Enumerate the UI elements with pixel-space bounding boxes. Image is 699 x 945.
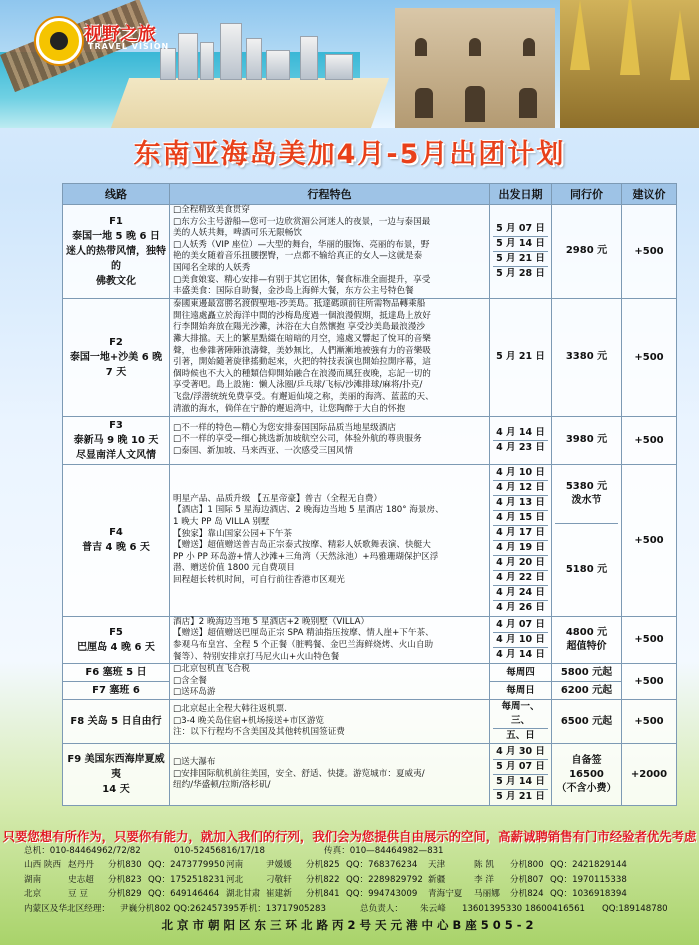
features-cell xyxy=(170,744,490,806)
itinerary-table xyxy=(62,183,677,806)
date-line: 4 月 19 日 xyxy=(493,541,548,556)
date-line: 4 月 14 日 xyxy=(493,426,548,441)
feature-line: □美食娘宴、精心安排—有别于其它团体，餐食标准全面提升，享受 xyxy=(173,274,431,285)
date-line: 4 月 15 日 xyxy=(493,511,548,526)
feature-line: 享受著吧。島上設施：懒人泳圈/乒乓球/飞标/沙滩排球/麻将/扑克/ xyxy=(173,380,423,391)
contact-field: 分机824 xyxy=(510,889,544,900)
price-line: 6200 元起 xyxy=(560,684,613,696)
feature-line: 【赠送】超值赠送普吉岛正宗泰式按摩、精彩人妖歌舞表演、快艇大 xyxy=(173,540,431,551)
route-line: F1 xyxy=(109,215,123,227)
price-line: 2980 元 xyxy=(565,245,608,257)
contact-field: 赵丹丹 xyxy=(68,860,94,871)
price-line: 5180 元 xyxy=(565,563,608,575)
feature-line: 聲，也參雜著陣陣浪濤聲，美妙無比，人們漸漸地被強有力的音樂吸 xyxy=(173,345,431,356)
trade-price-cell xyxy=(552,416,622,464)
date-line: 5 月 28 日 xyxy=(496,267,545,279)
features-cell xyxy=(170,700,490,744)
trade-price-cell xyxy=(552,744,622,806)
col-header-features: 行程特色 xyxy=(170,184,490,205)
date-line: 5 月 21 日 xyxy=(496,791,545,803)
header-banner xyxy=(0,0,699,128)
contact-field: 李 洋 xyxy=(474,874,494,885)
page-title: 东南亚海岛美加4月-5月出团计划 xyxy=(133,139,566,170)
date-cell xyxy=(490,298,552,416)
contact-field: QQ：1036918394 xyxy=(550,889,627,900)
feature-line: 注：以下行程均不含美国及其他转机国签证费 xyxy=(173,727,345,738)
col-header-suggested-price: 建议价 xyxy=(622,184,677,205)
route-line: F8 关岛 5 日自由行 xyxy=(70,716,162,728)
contact-field: 史志超 xyxy=(68,874,94,885)
table-row xyxy=(63,744,677,806)
feature-line: □送环岛游 xyxy=(173,687,216,698)
contact-row xyxy=(24,873,692,887)
route-line: F9 美国东西海岸夏威夷 xyxy=(67,754,165,781)
contact-field: QQ：2421829144 xyxy=(550,860,627,871)
route-line: 泰国一地 5 晚 6 日 xyxy=(72,230,160,242)
date-line: 4 月 26 日 xyxy=(496,601,545,613)
feature-line: 【酒店】1 国际 5 星海边酒店、2 晚海边当地 5 星酒店 180° 海景房、 xyxy=(173,505,444,516)
date-line: 4 月 07 日 xyxy=(493,618,548,633)
feature-line: □送大瀑布 xyxy=(173,757,216,768)
feature-line: □3-4 晚关岛住宿+机场接送+市区游览 xyxy=(173,715,325,726)
contact-field: QQ:189148780 xyxy=(602,903,668,914)
contact-field: 河南 xyxy=(226,860,244,871)
contact-field: 分机807 xyxy=(510,874,544,885)
trade-price-cell xyxy=(552,616,622,663)
trade-price-cell xyxy=(552,205,622,299)
route-line: 泰新马 9 晚 10 天 xyxy=(73,434,159,446)
table-row xyxy=(63,298,677,416)
contact-field: 刁敬轩 xyxy=(266,874,292,885)
trade-price-cell xyxy=(552,664,622,682)
features-cell xyxy=(170,205,490,299)
feature-line: 参观乌布皇宫、全程 5 个正餐（脏鸭餐、金巴兰海鲜烧烤、火山自助 xyxy=(173,639,434,650)
feature-line: 1 晚大 PP 岛 VILLA 别墅 xyxy=(173,517,270,528)
date-line: 4 月 13 日 xyxy=(493,496,548,511)
contact-field: 北京 xyxy=(24,889,42,900)
date-line: 5 月 14 日 xyxy=(493,775,548,790)
suggested-price-cell: +500 xyxy=(622,700,677,744)
features-cell xyxy=(170,616,490,663)
contact-row xyxy=(24,887,692,901)
price-line: 6500 元起 xyxy=(560,715,613,727)
feature-line: □泰国、新加坡、马来西亚、一次感受三国风情 xyxy=(173,446,353,457)
contact-field: 分机825 xyxy=(306,860,340,871)
church-facade xyxy=(395,8,555,128)
price-block xyxy=(555,524,618,616)
date-line: 每周一、三、 xyxy=(493,700,548,729)
contact-field: 010-52456816/17/18 xyxy=(174,846,265,856)
features-cell xyxy=(170,416,490,464)
brand-logo-text: 视野之旅 xyxy=(84,24,156,45)
feature-line: □安排国际航机前往美国，安全、舒适、快捷。游览城市：夏威夷/ xyxy=(173,768,425,779)
route-cell xyxy=(63,416,170,464)
contact-row xyxy=(24,858,692,872)
col-header-date: 出发日期 xyxy=(490,184,552,205)
date-line: 4 月 20 日 xyxy=(493,556,548,571)
feature-line: 美的人妖共舞，啤酒可乐无限畅饮 xyxy=(173,228,302,239)
contact-list xyxy=(24,844,692,916)
contact-field: 青海宁夏 xyxy=(428,889,463,900)
contact-field: 天津 xyxy=(428,860,446,871)
date-line: 4 月 30 日 xyxy=(493,745,548,760)
feature-line: 丰盛美食：国际自助餐，金沙岛上海鲜大餐，东方公主号特色餐 xyxy=(173,286,414,297)
feature-line: 引著，開始隨著旋律搖動起來，火把的特技表演也開始拉開序幕，這 xyxy=(173,357,431,368)
date-line: 4 月 17 日 xyxy=(493,526,548,541)
contact-field: 豆 豆 xyxy=(68,889,88,900)
contact-field: 内蒙区及华北区经理： xyxy=(24,903,110,914)
route-cell xyxy=(63,744,170,806)
route-line: F5 xyxy=(109,626,123,638)
feature-line: 【独家】靠山国家公园+下午茶 xyxy=(173,528,292,539)
beach-scene xyxy=(111,78,389,128)
route-line: F6 塞班 5 日 xyxy=(85,667,147,679)
feature-line: 灘大排擋。天上的繁星點綴在暗暗的月空，遠處又響起了悅耳的音樂 xyxy=(173,334,431,345)
contact-field: 湖北甘肃 xyxy=(226,889,261,900)
date-cell xyxy=(490,416,552,464)
contact-field: 分机830 xyxy=(108,860,142,871)
route-line: 迷人的热带风情，独特的 xyxy=(66,245,166,272)
price-line: 5800 元起 xyxy=(560,666,613,678)
contact-field: 马丽娜 xyxy=(474,889,500,900)
col-header-trade-price: 同行价 xyxy=(552,184,622,205)
contact-field: QQ：994743009 xyxy=(346,889,418,900)
route-cell xyxy=(63,664,170,682)
table-row xyxy=(63,664,677,682)
date-cell xyxy=(490,464,552,616)
route-line: 14 天 xyxy=(102,784,130,796)
feature-line: 艳的美女随着音乐扭腰摆臀，一点都不输给真正的女人—这就是泰 xyxy=(173,251,423,262)
contact-field: QQ：649146464 xyxy=(148,889,220,900)
price-line: 3380 元 xyxy=(565,351,608,363)
date-line: 每周日 xyxy=(506,684,535,696)
date-line: 5 月 21 日 xyxy=(496,351,545,363)
suggested-price-cell: +500 xyxy=(622,464,677,616)
contact-field: 13601395330 18600416561 xyxy=(462,903,586,914)
feature-line: 潜、赠送价值 1800 元自费项目 xyxy=(173,563,295,574)
date-line: 5 月 21 日 xyxy=(493,252,548,267)
contact-field: 传真：010—84464982—831 xyxy=(324,846,444,856)
date-line: 4 月 10 日 xyxy=(493,466,548,481)
route-cell xyxy=(63,700,170,744)
contact-field: 分机800 xyxy=(510,860,544,871)
brand-logo-subtitle: TRAVEL VISION xyxy=(88,42,170,51)
feature-line: 【赠送】超值赠送巴厘岛正宗 SPA 精油指压按摩、情人崖+下午茶、 xyxy=(173,628,434,639)
feature-line: 纽约/华盛顿/拉斯/洛杉矶/ xyxy=(173,780,271,791)
feature-line: 行李開始奔放在陽光沙灘，沐浴在大自然懷抱 享受沙美島最浪漫沙 xyxy=(173,322,425,333)
contact-field: 崔建新 xyxy=(266,889,292,900)
date-line: 5 月 14 日 xyxy=(493,237,548,252)
date-cell xyxy=(490,664,552,682)
date-line: 4 月 10 日 xyxy=(493,633,548,648)
date-cell xyxy=(490,700,552,744)
contact-field: 手机：13717905283 xyxy=(240,903,326,914)
trade-price-cell xyxy=(552,700,622,744)
suggested-price-cell: +500 xyxy=(622,616,677,663)
route-cell xyxy=(63,205,170,299)
contact-field: 陈 凯 xyxy=(474,860,494,871)
feature-line: 泰國東邊最富勝名渡假聖地-沙美島。抵達碼頭前往所需物品轉乘船 xyxy=(173,299,426,310)
contact-field: 新疆 xyxy=(428,874,446,885)
recruitment-slogan: 只要您想有所作为，只要你有能力，就加入我们的行列，我们会为您提供自由展示的空间，高薪诚聘销售有门市经验者优先考虑 xyxy=(2,829,697,844)
date-line: 5 月 07 日 xyxy=(493,760,548,775)
route-cell xyxy=(63,464,170,616)
contact-field: 总机：010-84464962/72/82 xyxy=(24,846,141,856)
contact-field: 分机823 xyxy=(108,874,142,885)
price-line: 超值特价 xyxy=(566,640,607,652)
suggested-price-cell: +500 xyxy=(622,416,677,464)
date-line: 五、日 xyxy=(506,730,535,742)
route-line: 普吉 4 晚 6 天 xyxy=(82,542,150,554)
price-block xyxy=(555,465,618,524)
date-cell xyxy=(490,744,552,806)
feature-line: □北京起止全程大韩往返机票. xyxy=(173,704,287,715)
contact-field: QQ：1752518231 xyxy=(148,874,225,885)
contact-field: 湖南 xyxy=(24,874,42,885)
feature-line: 回程超长转机时间，可自行前往香港市区观光 xyxy=(173,575,345,586)
feature-line: □全程精致美食贯穿 xyxy=(173,205,250,215)
date-line: 每周四 xyxy=(506,666,535,678)
feature-line: 清澈的海水，倘佯在宁静的邂逅湾中，让您陶醉于大自的怀抱 xyxy=(173,403,406,414)
price-line: （不含小费） xyxy=(556,782,617,794)
date-line: 4 月 22 日 xyxy=(493,571,548,586)
feature-line: 個時候也不大入的種類信仰開始融合在浪漫而風狂夜晚，忘記一切的 xyxy=(173,368,431,379)
date-line: 4 月 14 日 xyxy=(496,648,545,660)
route-line: F7 塞班 6 xyxy=(92,685,140,697)
table-row xyxy=(63,616,677,663)
route-cell xyxy=(63,616,170,663)
route-line: F3 xyxy=(109,419,123,431)
route-line: F2 xyxy=(109,336,123,348)
thai-temple xyxy=(560,0,699,128)
contact-field: 河北 xyxy=(226,874,244,885)
feature-line: 開往遠處矗立於海洋中間的沙梅島度過一個浪漫假期，抵達島上放好 xyxy=(173,310,431,321)
route-line: 尽显南洋人文风情 xyxy=(76,449,156,461)
contact-field: 分机822 xyxy=(306,874,340,885)
price-line: 泼水节 xyxy=(571,494,602,506)
feature-line: □人妖秀（VIP 座位）—大型的舞台，华丽的服饰、亮丽的布景，野 xyxy=(173,239,430,250)
route-line: 巴厘岛 4 晚 6 天 xyxy=(77,641,155,653)
date-line: 4 月 24 日 xyxy=(493,586,548,601)
city-skyline xyxy=(150,20,390,80)
feature-line: □东方公主号游船—您可一边欣赏湄公河迷人的夜景，一边与泰国最 xyxy=(173,216,431,227)
brand-logo-icon xyxy=(36,18,82,64)
date-line: 4 月 23 日 xyxy=(496,441,545,453)
date-line: 4 月 12 日 xyxy=(493,481,548,496)
table-header-row xyxy=(63,184,677,205)
contact-field: 尹媛媛 xyxy=(266,860,292,871)
trade-price-cell xyxy=(552,682,622,700)
contact-field: QQ：2289829792 xyxy=(346,874,423,885)
contact-field: QQ：2473779950 xyxy=(148,860,225,871)
date-cell xyxy=(490,616,552,663)
route-cell xyxy=(63,298,170,416)
feature-line: PP 小 PP 环岛游+情人沙滩+三角湾（天然泳池）+玛雅珊瑚保护区浮 xyxy=(173,551,439,562)
contact-row xyxy=(24,844,692,858)
feature-line: 酒店】2 晚海边当地 5 星酒店+2 晚别墅（VILLA） xyxy=(173,616,370,627)
contact-field: 分机841 xyxy=(306,889,340,900)
suggested-price-cell: +500 xyxy=(622,664,677,700)
date-cell xyxy=(490,205,552,299)
route-line: 佛教文化 xyxy=(96,275,136,287)
price-line: 3980 元 xyxy=(565,434,608,446)
trade-price-cell xyxy=(552,298,622,416)
date-line: 5 月 07 日 xyxy=(493,222,548,237)
contact-field: 分机829 xyxy=(108,889,142,900)
suggested-price-cell: +500 xyxy=(622,298,677,416)
contact-field: QQ：768376234 xyxy=(346,860,418,871)
feature-line: 国闻名全球的人妖秀 xyxy=(173,262,251,273)
company-address: 北京市朝阳区东三环北路丙2号天元港中心B座505-2 xyxy=(161,918,538,932)
suggested-price-cell: +500 xyxy=(622,205,677,299)
feature-line: □不一样的特色—精心为您安排泰国国际品质当地星级酒店 xyxy=(173,422,396,433)
table-row xyxy=(63,205,677,299)
features-cell xyxy=(170,298,490,416)
feature-line: □不一样的享受—细心挑选新加坡航空公司，体验外航的尊贵服务 xyxy=(173,434,422,445)
route-cell xyxy=(63,682,170,700)
contact-row xyxy=(24,902,692,916)
features-cell xyxy=(170,464,490,616)
route-line: 泰国一地+沙美 6 晚 7 天 xyxy=(69,351,163,378)
feature-line: 飞盘/浮潜统统免费享受。有邂逅仙境之称，美丽的海湾、蓝蓝的天、 xyxy=(173,392,434,403)
contact-field: 山西 陕西 xyxy=(24,860,62,871)
table-row xyxy=(63,416,677,464)
feature-line: □北京包机直飞合税 xyxy=(173,664,250,675)
contact-field: 尹巍分机802 QQ:2624573957 xyxy=(120,903,245,914)
feature-line: 明星产品、品质升级 【五星帝豪】普吉（全程无自费） xyxy=(173,493,382,504)
contact-field: QQ：1970115338 xyxy=(550,874,627,885)
trade-price-cell xyxy=(552,464,622,616)
features-cell xyxy=(170,664,490,700)
suggested-price-cell: +2000 xyxy=(622,744,677,806)
contact-field: 总负责人： xyxy=(360,903,403,914)
feature-line: □含全餐 xyxy=(173,675,207,686)
price-line: 4800 元 xyxy=(565,626,608,638)
contact-field: 朱云峰 xyxy=(420,903,446,914)
feature-line: 餐等）、特别安排京打马尼火山+火山特色餐 xyxy=(173,651,340,662)
route-line: F4 xyxy=(109,527,123,539)
col-header-route: 线路 xyxy=(63,184,170,205)
date-cell xyxy=(490,682,552,700)
price-line: 16500 xyxy=(569,768,604,780)
table-row xyxy=(63,700,677,744)
price-line: 自备签 xyxy=(571,754,602,766)
table-row xyxy=(63,464,677,616)
price-line: 5380 元 xyxy=(565,480,608,492)
